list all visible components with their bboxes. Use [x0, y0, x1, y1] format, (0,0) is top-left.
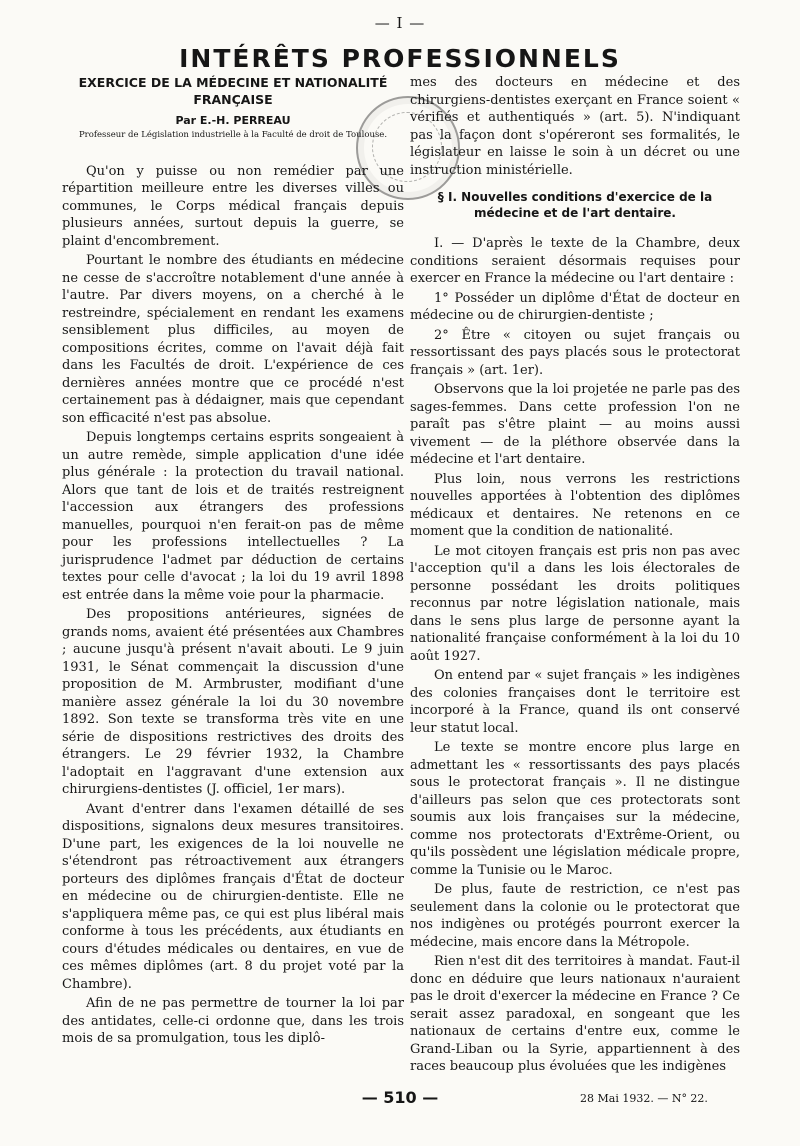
article-author: Par E.-H. PERREAU [175, 114, 291, 127]
footer-page-number: — 510 — [361, 1088, 439, 1107]
paragraph: Afin de ne pas permettre de tourner la loi par des antidates, celle-ci ordonne que, dans les trois mois de sa promulgation, tous les diplô- [62, 996, 404, 1046]
paragraph: On entend par « sujet français » les indigènes des colonies françaises dont le territoire est incorporé à la France, quand ils ont conservé leur statut local. [410, 668, 740, 736]
paragraph: Observons que la loi projetée ne parle pas des sages-femmes. Dans cette profession l'on ne paraît pas s'être plaint — au moins aussi vivement — de la pléthore observée dans la médecine et l'art dentaire. [410, 382, 740, 467]
right-column [410, 74, 740, 1076]
paragraph: Le mot citoyen français est pris non pas avec l'acception qu'il a dans les lois électorales de personne possédant les droits politiques reconnus par notre législation nationale, mais dans le sens plus large de personne ayant la nationalité française conformément à la loi du 10 août 1927. [410, 543, 740, 664]
paragraph: 1° Posséder un diplôme d'État de docteur en médecine ou de chirurgien-dentiste ; [410, 290, 740, 323]
paragraph: Avant d'entrer dans l'examen détaillé de ses dispositions, signalons deux mesures transitoires. D'une part, les exigences de la loi nouvelle ne s'étendront pas rétroactivement aux étrangers porteurs des diplômes français d'État de docteur en médecine ou de chirurgien-dentiste. Elle ne s'appliquera même pas, ce qui est plus libéral mais conforme à tous les précédents, aux étudiants en cours d'études médicales ou dentaires, en vue de ces mêmes diplômes (art. 8 du projet voté par la Chambre). [62, 801, 404, 992]
author-affiliation: Professeur de Législation industrielle à la Faculté de droit de Toulouse. [78, 129, 388, 140]
paragraph: I. — D'après le texte de la Chambre, deux conditions seraient désormais requises pour exercer en France la médecine ou l'art dentaire : [410, 236, 740, 286]
paragraph: Le texte se montre encore plus large en admettant les « ressortissants des pays placés sous le protectorat français ». Il ne distingue d'ailleurs pas selon que ces protectorats sont soumis aux lois françaises sur la médecine, comme nos protectorats d'Extrême-Orient, ou qu'ils possèdent une législation médicale propre, comme la Tunisie ou le Maroc. [410, 740, 740, 878]
section-title: INTÉRÊTS PROFESSIONNELS [179, 44, 621, 73]
paragraph: De plus, faute de restriction, ce n'est pas seulement dans la colonie ou le protectorat que nos indigènes ou protégés pourront exercer la médecine, mais encore dans la Métropole. [410, 882, 740, 950]
paragraph: Plus loin, nous verrons les restrictions nouvelles apportées à l'obtention des diplômes médicaux et dentaires. Ne retenons en ce moment que la condition de nationalité. [410, 471, 740, 539]
footer-date-issue: 28 Mai 1932. — N° 22. [580, 1092, 708, 1105]
subsection-title: § I. Nouvelles conditions d'exercice de la médecine et de l'art dentaire. [437, 190, 713, 220]
paragraph: Rien n'est dit des territoires à mandat. Faut-il donc en déduire que leurs nationaux n'auraient pas le droit d'exercer la médecine en France ? Ce serait assez paradoxal, en songeant que les nationaux de certains d'entre eux, comme le Grand-Liban ou la Syrie, appartiennent à des races beaucoup plus évoluées que les indigènes [410, 954, 740, 1074]
left-column [62, 74, 404, 1048]
paragraph: 2° Être « citoyen ou sujet français ou ressortissant des pays placés sous le protectorat français » (art. 1er). [410, 327, 740, 378]
paragraph: Pourtant le nombre des étudiants en médecine ne cesse de s'accroître notablement d'une année à l'autre. Par divers moyens, on a cherché à le restreindre, spécialement en rendant les examens sensiblement plus difficiles, au moyen de compositions écrites, comme on l'avait déjà fait dans les Facultés de droit. L'expérience de ces dernières années montre que ce procédé n'est certainement pas à dédaigner, mais que cependant son efficacité n'est pas absolue. [62, 253, 404, 426]
paragraph-continuation: mes des docteurs en médecine et des chirurgiens-dentistes exerçant en France soient « vérifiés et authentiqués » (art. 5). N'indiquant pas la façon dont s'opéreront ses formalités, le législateur en laisse le soin à un décret ou une instruction ministérielle. [410, 75, 740, 178]
paragraph: Des propositions antérieures, signées de grands noms, avaient été présentées aux Chambres ; aucune jusqu'à présent n'avait abouti. Le 9 juin 1931, le Sénat commençait la discussion d'une proposition de M. Armbruster, modifiant d'une manière assez générale la loi du 30 novembre 1892. Son texte se transforma très vite en une série de dispositions restrictives des droits des étrangers. Le 29 février 1932, la Chambre l'adoptait en l'aggravant d'une extension aux chirurgiens-dentistes (J. officiel, 1er mars). [62, 607, 404, 797]
paragraph: Qu'on y puisse ou non remédier par une répartition meilleure entre les diverses villes ou communes, le Corps médical français depuis plusieurs années, surtout depuis la guerre, se plaint d'encombrement. [62, 163, 404, 249]
paragraph: Depuis longtemps certains esprits songeaient à un autre remède, simple application d'une idée plus générale : la protection du travail national. Alors que tant de lois et de traités restreignent l'accession aux étrangers des professions manuelles, pourquoi n'en ferait-on pas de même pour les professions intellectuelles ? La jurisprudence l'admet par déduction de certains textes pour celle d'avocat ; la loi du 19 avril 1898 est entrée dans la même voie pour la pharmacie. [62, 430, 404, 603]
top-page-number: — I — [374, 14, 426, 32]
article-title: EXERCICE DE LA MÉDECINE ET NATIONALITÉ FRANÇAISE [78, 75, 388, 107]
